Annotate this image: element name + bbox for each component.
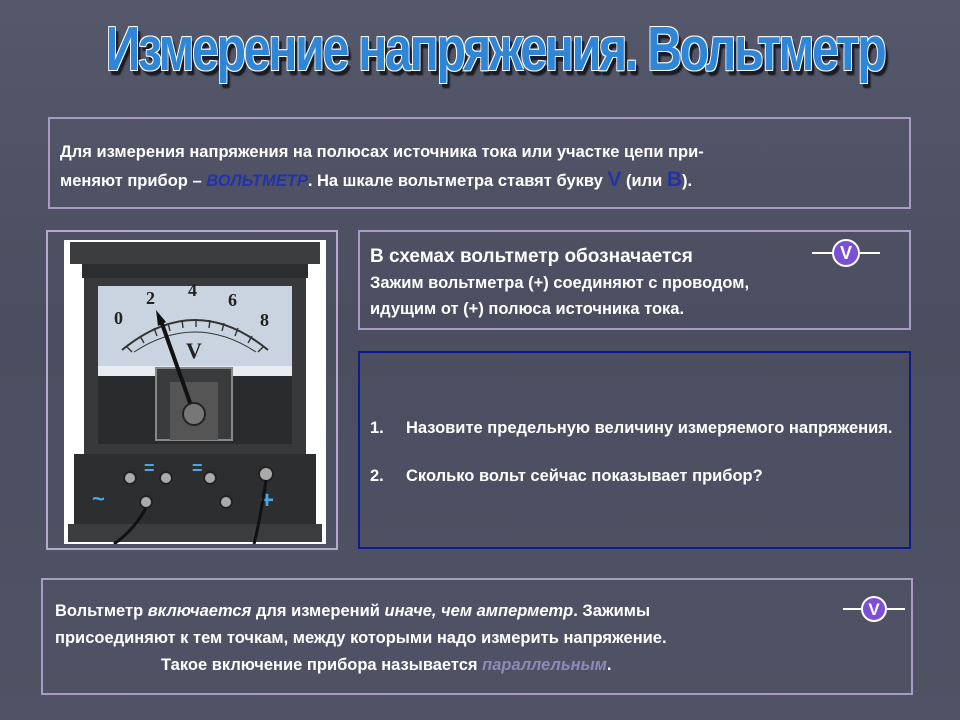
final-c1: Такое включение прибора называется bbox=[161, 656, 483, 674]
question-item bbox=[370, 463, 900, 489]
voltmeter-symbol-icon bbox=[812, 238, 882, 268]
terminal-dc-label-1: = bbox=[144, 458, 155, 478]
question-item bbox=[370, 415, 900, 441]
intro-text-8: ). bbox=[682, 172, 693, 190]
page-title: Измерение напряжения. Вольтметр bbox=[105, 15, 885, 84]
letter-ve: В bbox=[666, 168, 682, 191]
symbol-letter: V bbox=[868, 600, 880, 619]
symbol-letter: V bbox=[839, 243, 853, 263]
terminal-ac-label: ~ bbox=[92, 486, 105, 511]
scheme-line-2: идущим от (+) полюса источника тока. bbox=[370, 300, 685, 318]
intro-text-1: Для измерения напряжения на полюсах источника тока или участке цепи при- bbox=[60, 143, 704, 161]
scale-label-0: 0 bbox=[114, 308, 123, 328]
scheme-heading: В схемах вольтметр обозначается bbox=[370, 246, 693, 267]
voltmeter-term: ВОЛЬТМЕТР bbox=[206, 172, 308, 190]
conclusion-box bbox=[41, 578, 913, 695]
scale-label-6: 6 bbox=[228, 290, 237, 310]
intro-text-4: . На шкале вольтметра ставят букву bbox=[307, 172, 608, 190]
final-c3: . bbox=[606, 656, 612, 674]
question-text: Назовите предельную величину измеряемого напряжения. bbox=[406, 419, 893, 437]
scale-label-8: 8 bbox=[260, 310, 269, 330]
questions-list bbox=[370, 415, 900, 511]
letter-v: V bbox=[607, 168, 622, 191]
intro-text-2: меняют прибор – bbox=[60, 172, 207, 190]
terminal-plus-label: + bbox=[260, 487, 275, 514]
voltmeter-photo bbox=[64, 240, 326, 544]
final-b1: присоединяют к тем точкам, между которыми надо измерить напряжение. bbox=[55, 629, 667, 647]
final-a5: . Зажимы bbox=[573, 602, 651, 620]
final-a1: Вольтметр bbox=[55, 602, 148, 620]
voltmeter-photo-frame bbox=[46, 230, 338, 550]
question-text: Сколько вольт сейчас показывает прибор? bbox=[406, 467, 763, 485]
question-number: 1. bbox=[370, 419, 384, 437]
intro-box bbox=[48, 117, 911, 209]
voltmeter-symbol-icon bbox=[843, 594, 907, 624]
unit-label: V bbox=[186, 338, 202, 363]
questions-box bbox=[358, 351, 911, 549]
scale-label-4: 4 bbox=[188, 280, 197, 300]
final-a3: для измерений bbox=[251, 602, 385, 620]
voltmeter-illustration bbox=[64, 240, 326, 544]
terminal-dc-label-2: = bbox=[192, 458, 203, 478]
parallel-term: параллельным bbox=[482, 656, 607, 674]
question-number: 2. bbox=[370, 467, 384, 485]
final-a2: включается bbox=[147, 602, 252, 620]
intro-text-6: (или bbox=[621, 172, 667, 190]
scheme-line-1: Зажим вольтметра (+) соединяют с проводом, bbox=[370, 274, 750, 292]
scheme-box bbox=[358, 230, 911, 330]
final-a4: иначе, чем амперметр bbox=[384, 602, 574, 620]
scale-label-2: 2 bbox=[146, 288, 155, 308]
